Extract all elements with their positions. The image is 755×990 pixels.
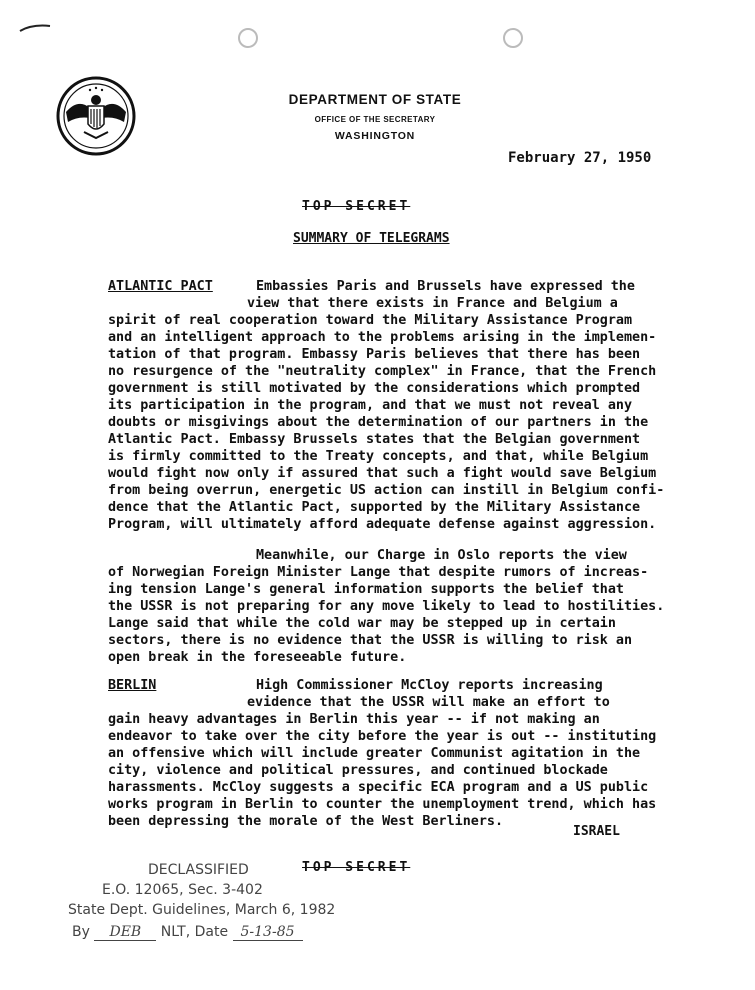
stamp-authorization	[72, 924, 303, 941]
text-line: tation of that program. Embassy Paris believes that there has been	[108, 347, 641, 362]
section-heading-berlin: BERLIN	[108, 678, 157, 693]
text-line: been depressing the morale of the West Berliners.	[108, 814, 504, 829]
section-heading-atlantic-pact: ATLANTIC PACT	[108, 279, 213, 294]
text-line: Meanwhile, our Charge in Oslo reports the view	[256, 548, 627, 563]
stamp-guidelines: State Dept. Guidelines, March 6, 1982	[68, 902, 336, 918]
text-line: would fight now only if assured that such a fight would save Belgium	[108, 466, 657, 481]
stamp-date-value: 5-13-85	[240, 924, 295, 940]
stamp-nlt-label: NLT, Date	[160, 924, 229, 940]
stamp-by-label: By	[72, 924, 90, 940]
text-line: an offensive which will include greater Communist agitation in the	[108, 746, 641, 761]
letterhead	[260, 92, 490, 142]
text-line: Program, will ultimately afford adequate defense against aggression.	[108, 517, 657, 532]
stamp-reviewer-initials: DEB	[109, 924, 142, 940]
office-name: OFFICE OF THE SECRETARY	[314, 115, 436, 124]
department-seal-icon	[56, 76, 136, 156]
text-line: city, violence and political pressures, and continued blockade	[108, 763, 608, 778]
stamp-executive-order: E.O. 12065, Sec. 3-402	[102, 882, 263, 898]
text-line: is firmly committed to the Treaty concepts, and that, while Belgium	[108, 449, 649, 464]
text-line: of Norwegian Foreign Minister Lange that despite rumors of increas-	[108, 565, 649, 580]
text-line: works program in Berlin to counter the unemployment trend, which has	[108, 797, 657, 812]
text-line: open break in the foreseeable future.	[108, 650, 407, 665]
text-line: Lange said that while the cold war may be stepped up in certain	[108, 616, 616, 631]
text-line: gain heavy advantages in Berlin this year -- if not making an	[108, 712, 600, 727]
text-line: Embassies Paris and Brussels have expressed the	[256, 279, 635, 294]
text-line: view that there exists in France and Belgium a	[247, 296, 618, 311]
text-line: government is still motivated by the considerations which prompted	[108, 381, 641, 396]
declassification-stamp	[68, 862, 368, 982]
text-line: no resurgence of the "neutrality complex" in France, that the French	[108, 364, 657, 379]
classification-bottom: TOP SECRET	[302, 860, 411, 875]
signature-name: ISRAEL	[573, 824, 620, 839]
text-line: and an intelligent approach to the problems arising in the implemen-	[108, 330, 657, 345]
text-line: sectors, there is no evidence that the USSR is willing to risk an	[108, 633, 633, 648]
text-line: the USSR is not preparing for any move likely to lead to hostilities.	[108, 599, 665, 614]
document-title: SUMMARY OF TELEGRAMS	[293, 231, 450, 246]
punch-hole-icon	[238, 28, 258, 48]
text-line: from being overrun, energetic US action can instill in Belgium confi-	[108, 483, 665, 498]
city-name: WASHINGTON	[334, 130, 416, 142]
text-line: spirit of real cooperation toward the Military Assistance Program	[108, 313, 633, 328]
pen-mark-icon	[18, 22, 52, 34]
text-line: evidence that the USSR will make an effort to	[247, 695, 610, 710]
text-line: harassments. McCloy suggests a specific ECA program and a US public	[108, 780, 649, 795]
punch-hole-icon	[503, 28, 523, 48]
text-line: doubts or misgivings about the determination of our partners in the	[108, 415, 649, 430]
text-line: its participation in the program, and that we must not reveal any	[108, 398, 633, 413]
document-date: February 27, 1950	[508, 150, 652, 166]
classification-top: TOP SECRET	[302, 199, 411, 214]
text-line: High Commissioner McCloy reports increasing	[256, 678, 603, 693]
department-name: DEPARTMENT OF STATE	[288, 92, 462, 107]
text-line: ing tension Lange's general information supports the belief that	[108, 582, 624, 597]
text-line: Atlantic Pact. Embassy Brussels states that the Belgian government	[108, 432, 641, 447]
stamp-title: DECLASSIFIED	[148, 862, 249, 878]
text-line: endeavor to take over the city before the year is out -- instituting	[108, 729, 657, 744]
text-line: dence that the Atlantic Pact, supported by the Military Assistance	[108, 500, 641, 515]
